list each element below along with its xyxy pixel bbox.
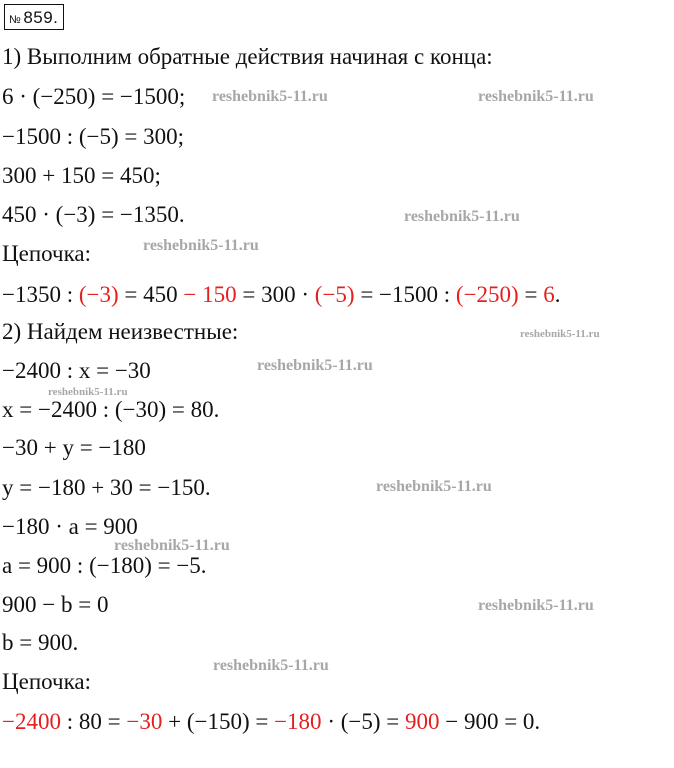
chain-1-highlight: 6: [543, 282, 555, 307]
chain-label-1: Цепочка:: [2, 241, 92, 266]
watermark: reshebnik5-11.ru: [48, 386, 128, 398]
chain-1-highlight: (−3): [78, 282, 119, 307]
equation-line-5: −2400 : x = −30: [2, 358, 151, 383]
chain-1-part: −1350 :: [2, 282, 79, 307]
chain-label-2: Цепочка:: [2, 669, 92, 694]
equation-line-11: 900 − b = 0: [2, 592, 109, 617]
equation-line-7: −30 + y = −180: [2, 435, 146, 460]
chain-2-part: + (−150) =: [162, 709, 275, 734]
watermark: reshebnik5-11.ru: [520, 328, 600, 340]
step-2-heading: 2) Найдем неизвестные:: [2, 319, 239, 344]
equation-line-3: 300 + 150 = 450;: [2, 163, 161, 188]
equation-line-1: 6 · (−250) = −1500;: [2, 84, 186, 109]
number-sign: №: [9, 14, 22, 26]
chain-2-highlight: −180: [274, 709, 322, 734]
chain-1-highlight: − 150: [183, 282, 237, 307]
chain-1-part: =: [518, 282, 544, 307]
equation-line-4: 450 · (−3) = −1350.: [2, 202, 185, 227]
chain-1-part: = −1500 :: [354, 282, 456, 307]
chain-1-highlight: (−5): [314, 282, 355, 307]
equation-line-9: −180 · a = 900: [2, 514, 138, 539]
watermark: reshebnik5-11.ru: [376, 478, 492, 495]
chain-2-part: : 80 =: [60, 709, 127, 734]
chain-1-part: .: [554, 282, 561, 307]
chain-1-highlight: (−250): [455, 282, 519, 307]
watermark: reshebnik5-11.ru: [478, 597, 594, 614]
exercise-number: 859.: [23, 8, 59, 27]
chain-2-highlight: 900: [404, 709, 440, 734]
equation-line-2: −1500 : (−5) = 300;: [2, 124, 185, 149]
chain-1-part: = 300 ·: [236, 282, 315, 307]
watermark: reshebnik5-11.ru: [114, 537, 230, 554]
equation-line-6: x = −2400 : (−30) = 80.: [2, 397, 220, 422]
chain-2-part: − 900 = 0.: [439, 709, 541, 734]
watermark: reshebnik5-11.ru: [213, 657, 329, 674]
watermark: reshebnik5-11.ru: [257, 357, 373, 374]
step-1-heading: 1) Выполним обратные действия начиная с конца:: [2, 44, 493, 69]
equation-line-10: a = 900 : (−180) = −5.: [2, 553, 207, 578]
chain-2-highlight: −30: [126, 709, 163, 734]
chain-equation-2: [2, 708, 540, 736]
chain-1-part: = 450: [118, 282, 184, 307]
watermark: reshebnik5-11.ru: [143, 237, 259, 254]
exercise-number-badge: [4, 4, 64, 30]
watermark: reshebnik5-11.ru: [404, 208, 520, 225]
chain-2-part: · (−5) =: [321, 709, 405, 734]
chain-equation-1: [2, 281, 560, 309]
watermark: reshebnik5-11.ru: [212, 88, 328, 105]
chain-2-highlight: −2400: [2, 709, 61, 734]
watermark: reshebnik5-11.ru: [478, 88, 594, 105]
equation-line-12: b = 900.: [2, 630, 79, 655]
equation-line-8: y = −180 + 30 = −150.: [2, 475, 211, 500]
